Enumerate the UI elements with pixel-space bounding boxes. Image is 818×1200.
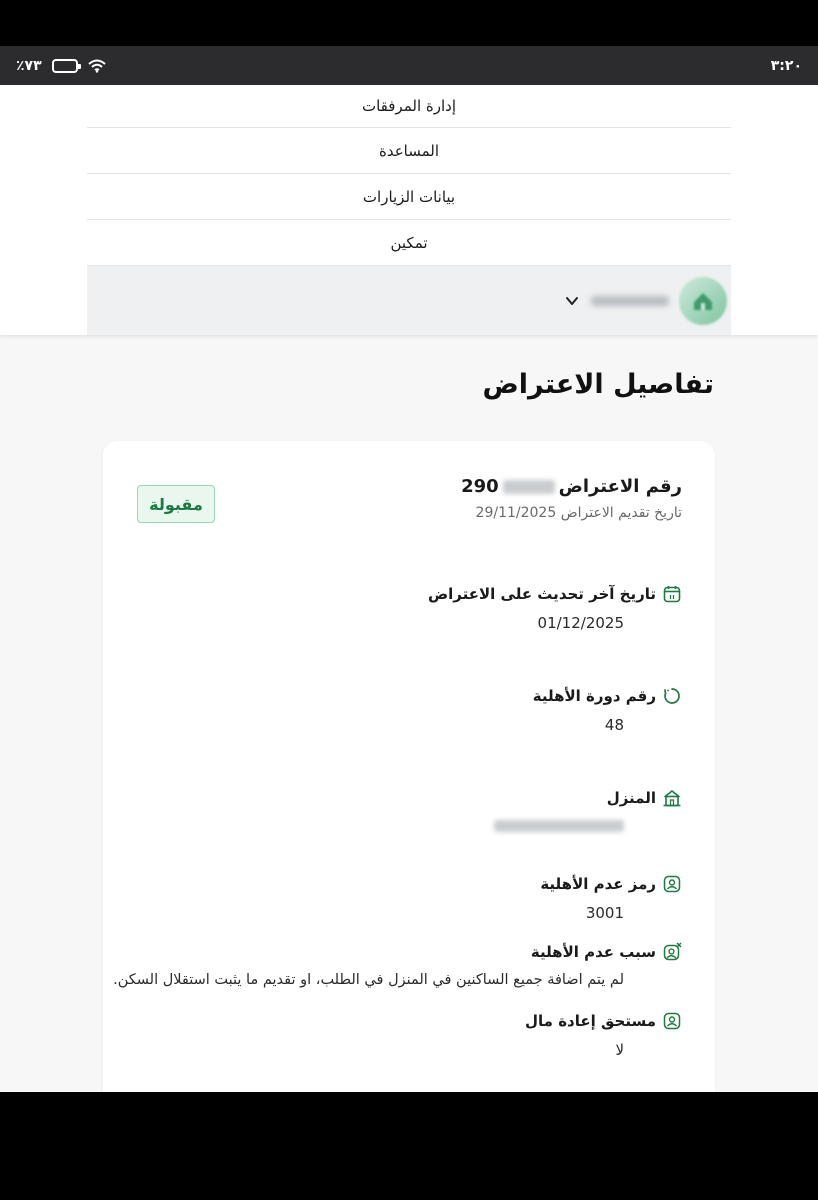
field-label: تاريخ آخر تحديث على الاعتراض [427,585,656,603]
submit-date-row [461,505,682,521]
menu-item-help[interactable] [87,128,731,174]
objection-details-card [103,441,715,1092]
user-name-redacted [591,296,669,306]
user-badge-icon [662,1011,682,1031]
page-title: تفاصيل الاعتراض [482,369,714,400]
objection-number-redacted [503,480,555,494]
menu-item-label: إدارة المرفقات [361,97,457,115]
submit-date-value: 29/11/2025 [475,505,557,521]
status-badge: مقبولة [137,485,215,523]
menu-item-label: المساعدة [378,141,440,160]
menu-item-tamkeen[interactable] [87,220,731,266]
card-header [461,476,682,521]
field-value: لا [615,1041,624,1059]
field-ineligibility-code [540,874,682,922]
menu-item-label: تمكين [390,233,428,252]
field-label-row [428,584,682,604]
field-label: رمز عدم الأهلية [540,875,656,893]
user-badge-icon [662,874,682,894]
wifi-icon [88,59,106,73]
menu-item-visits[interactable] [87,174,731,220]
bottom-letterbox [0,1092,818,1200]
house-icon [662,788,682,808]
menu-item-attachments[interactable] [87,85,731,128]
submit-date-label: تاريخ تقديم الاعتراض [560,505,682,521]
field-value: لم يتم اضافة جميع الساكنين في المنزل في الطلب، او تقديم ما يثبت استقلال السكن. [113,972,624,988]
chevron-down-icon[interactable] [563,292,581,310]
field-label-row [525,1011,682,1031]
field-label-row [494,788,682,808]
app-viewport [0,85,818,1092]
house-value-redacted [494,820,624,832]
clock: ٣:٢٠ [770,57,802,74]
user-x-icon [662,942,682,962]
battery-icon [52,59,78,73]
field-value: 48 [604,716,624,734]
field-last-update [428,584,682,632]
objection-number-visible: 290 [461,476,499,497]
battery-percent: ٪٧٣ [16,57,42,74]
field-ineligibility-reason [113,942,682,988]
nav-menu-panel [0,85,818,335]
objection-number-label: رقم الاعتراض [558,476,682,497]
calendar-icon [662,584,682,604]
field-label-row [540,874,682,894]
field-house [494,788,682,836]
cycle-icon [662,686,682,706]
field-eligibility-cycle [533,686,682,734]
field-label: سبب عدم الأهلية [530,943,656,961]
status-bar [0,46,818,85]
field-label-row [113,942,682,962]
field-label: مستحق إعادة مال [525,1012,656,1030]
field-refund-due [525,1011,682,1059]
field-label-row [533,686,682,706]
status-left [16,58,106,74]
field-value: 3001 [585,904,624,922]
user-account-row[interactable] [87,266,731,335]
field-label: رقم دورة الأهلية [532,687,656,705]
objection-number [461,476,682,497]
field-value [494,818,624,836]
nav-menu-list [87,85,731,335]
house-logo-icon [690,288,716,314]
field-label: المنزل [606,789,656,807]
menu-item-label: بيانات الزيارات [362,187,456,206]
avatar [679,277,727,325]
field-value: 01/12/2025 [537,614,624,632]
